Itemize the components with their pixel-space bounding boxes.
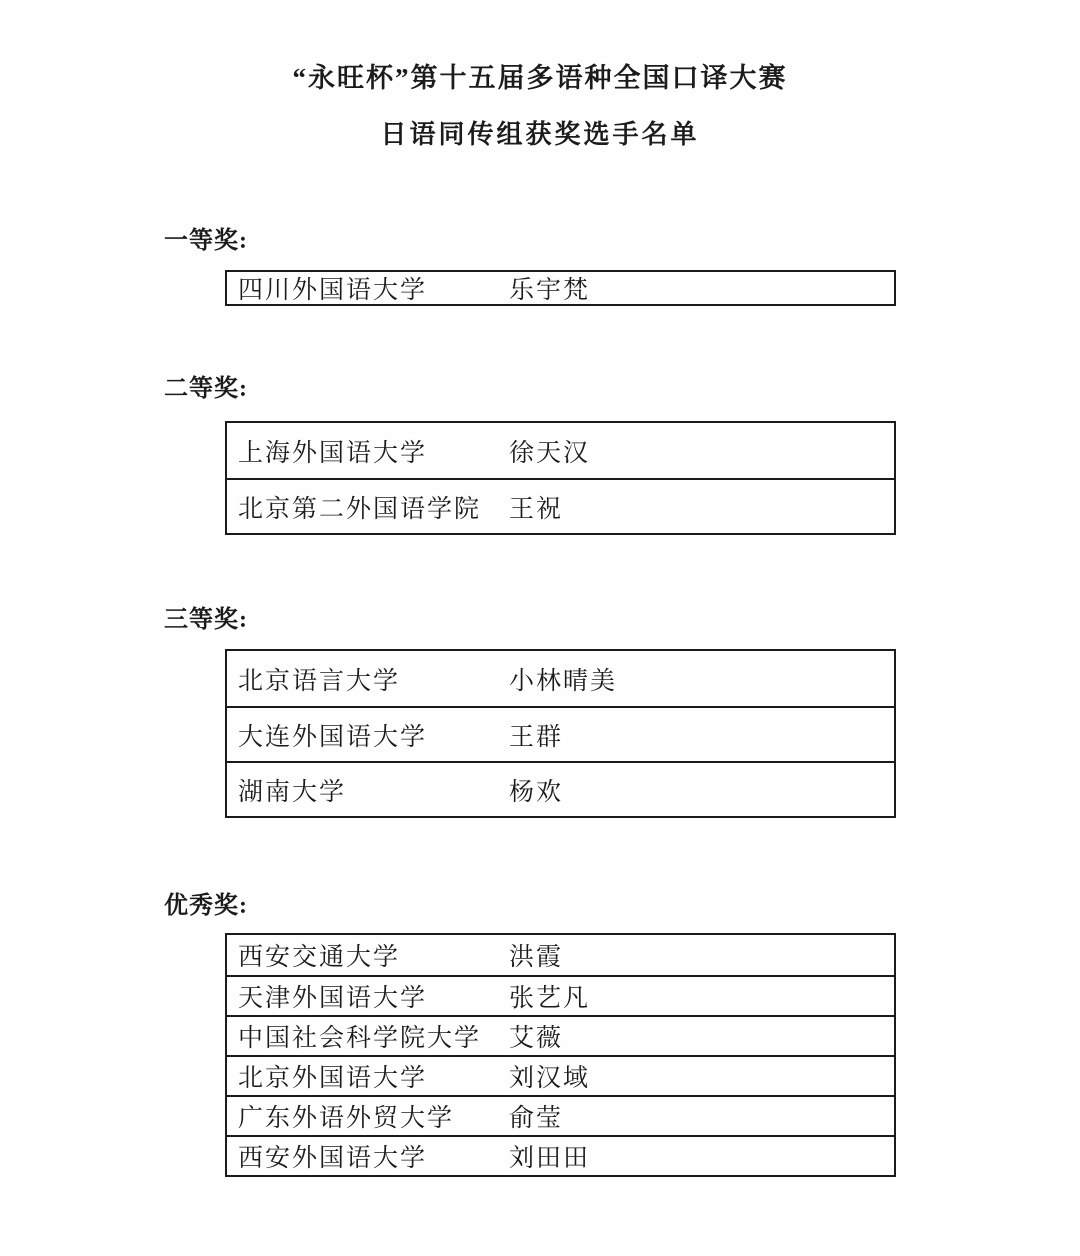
winner-cell: 徐天汉 xyxy=(509,439,591,467)
winner-cell: 小林晴美 xyxy=(509,667,618,695)
school-cell: 广东外语外贸大学 xyxy=(238,1105,455,1132)
winner-cell: 俞莹 xyxy=(509,1105,564,1132)
section-label-third-prize: 三等奖: xyxy=(164,607,248,633)
school-cell: 中国社会科学院大学 xyxy=(238,1025,482,1052)
winner-cell: 张艺凡 xyxy=(509,985,591,1012)
first-prize-table xyxy=(225,270,896,306)
third-prize-table xyxy=(225,649,896,818)
school-cell: 西安外国语大学 xyxy=(238,1145,428,1172)
award-row xyxy=(227,975,894,1015)
school-cell: 大连外国语大学 xyxy=(238,723,428,751)
school-cell: 天津外国语大学 xyxy=(238,985,428,1012)
school-cell: 上海外国语大学 xyxy=(238,439,428,467)
award-row xyxy=(227,478,894,533)
award-row xyxy=(227,935,894,975)
award-row xyxy=(227,761,894,816)
winner-cell: 乐宇梵 xyxy=(509,277,591,304)
section-label-first-prize: 一等奖: xyxy=(164,228,248,254)
winner-cell: 洪霞 xyxy=(509,944,564,971)
award-row xyxy=(227,651,894,706)
document-subtitle: 日语同传组获奖选手名单 xyxy=(380,120,700,149)
section-label-excellence-award: 优秀奖: xyxy=(164,893,248,919)
winner-cell: 艾薇 xyxy=(509,1025,564,1052)
award-row xyxy=(227,1015,894,1055)
second-prize-table xyxy=(225,421,896,535)
award-row xyxy=(227,423,894,478)
school-cell: 湖南大学 xyxy=(238,778,347,806)
award-row xyxy=(227,706,894,761)
school-cell: 北京语言大学 xyxy=(238,667,401,695)
school-cell: 四川外国语大学 xyxy=(238,277,428,304)
winner-cell: 刘田田 xyxy=(509,1145,591,1172)
winner-cell: 杨欢 xyxy=(509,778,564,806)
school-cell: 北京第二外国语学院 xyxy=(238,495,482,523)
winner-cell: 王群 xyxy=(509,723,564,751)
winner-cell: 刘汉域 xyxy=(509,1065,591,1092)
award-row xyxy=(227,272,894,304)
award-row xyxy=(227,1095,894,1135)
document-title: “永旺杯”第十五届多语种全国口译大赛 xyxy=(292,63,788,93)
award-row xyxy=(227,1055,894,1095)
award-row xyxy=(227,1135,894,1175)
winner-cell: 王祝 xyxy=(509,495,564,523)
school-cell: 西安交通大学 xyxy=(238,944,401,971)
excellence-award-table xyxy=(225,933,896,1177)
school-cell: 北京外国语大学 xyxy=(238,1065,428,1092)
section-label-second-prize: 二等奖: xyxy=(164,376,248,402)
